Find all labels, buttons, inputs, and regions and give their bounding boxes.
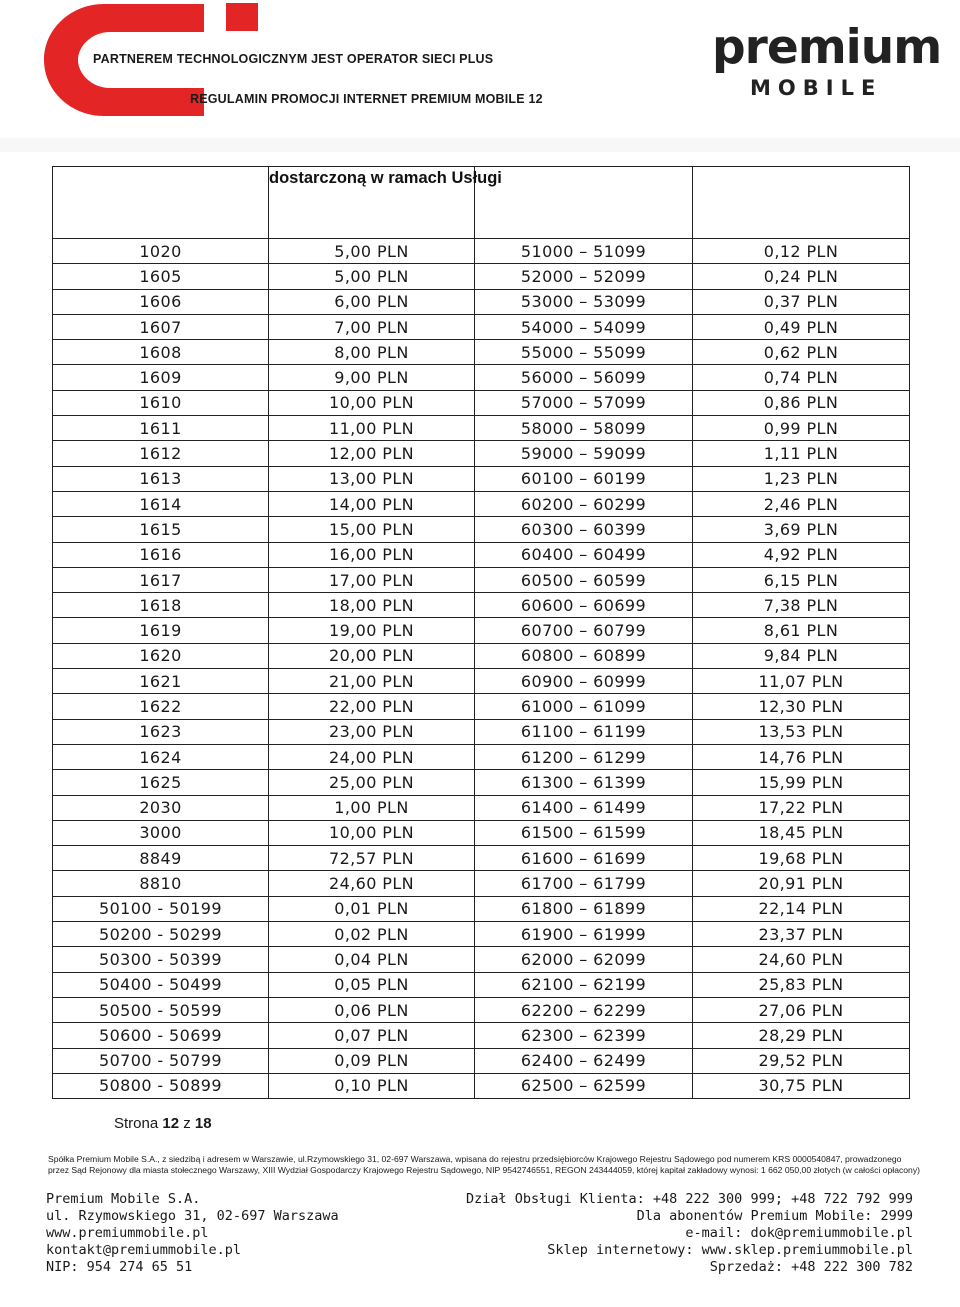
number-cell: 8810 [53, 871, 269, 896]
number-cell: 1618 [53, 593, 269, 618]
price-cell: 0,10 PLN [269, 1073, 475, 1098]
range-cell: 52000 – 52099 [475, 264, 693, 289]
number-cell: 8849 [53, 846, 269, 871]
number-cell: 1611 [53, 416, 269, 441]
price-cell: 20,00 PLN [269, 643, 475, 668]
header-cell-empty [475, 167, 693, 239]
range-cell: 60900 – 60999 [475, 669, 693, 694]
number-cell: 1020 [53, 239, 269, 264]
range-cell: 60700 – 60799 [475, 618, 693, 643]
sales-phone: Sprzedaż: +48 222 300 782 [709, 1259, 913, 1275]
range-cell: 61500 – 61599 [475, 820, 693, 845]
number-cell: 2030 [53, 795, 269, 820]
service-email: e-mail: dok@premiummobile.pl [685, 1225, 913, 1241]
range-cell: 61800 – 61899 [475, 896, 693, 921]
number-cell: 1609 [53, 365, 269, 390]
table-row [53, 491, 910, 516]
price-cell: 0,07 PLN [269, 1023, 475, 1048]
rate-cell: 1,11 PLN [693, 441, 910, 466]
customer-service-contact [466, 1191, 913, 1276]
price-cell: 0,04 PLN [269, 947, 475, 972]
number-cell: 1617 [53, 567, 269, 592]
rate-cell: 9,84 PLN [693, 643, 910, 668]
header-cell-empty [693, 167, 910, 239]
rate-cell: 0,86 PLN [693, 390, 910, 415]
range-cell: 61600 – 61699 [475, 846, 693, 871]
header-cell-text: dostarczoną w ramach Usługi [269, 169, 502, 187]
price-cell: 13,00 PLN [269, 466, 475, 491]
page-total: 18 [194, 1115, 212, 1132]
rate-cell: 24,60 PLN [693, 947, 910, 972]
range-cell: 60500 – 60599 [475, 567, 693, 592]
number-cell: 1623 [53, 719, 269, 744]
price-cell: 0,02 PLN [269, 922, 475, 947]
rate-cell: 2,46 PLN [693, 491, 910, 516]
rate-cell: 4,92 PLN [693, 542, 910, 567]
table-row [53, 1048, 910, 1073]
price-cell: 16,00 PLN [269, 542, 475, 567]
range-cell: 60300 – 60399 [475, 517, 693, 542]
number-cell: 1606 [53, 289, 269, 314]
range-cell: 61100 – 61199 [475, 719, 693, 744]
header-divider [0, 138, 960, 152]
rate-cell: 8,61 PLN [693, 618, 910, 643]
range-cell: 61000 – 61099 [475, 694, 693, 719]
logo-square [226, 3, 258, 31]
rate-cell: 0,24 PLN [693, 264, 910, 289]
number-cell: 1619 [53, 618, 269, 643]
rate-cell: 28,29 PLN [693, 1023, 910, 1048]
legal-line: Spółka Premium Mobile S.A., z siedzibą i adresem w Warszawie, ul.Rzymowskiego 31, 02-697 Warszawa, wpisana do rejestru przedsiębiorców Krajowego Rejestru Sądowego pod numerem KRS 0000540847, prowadzonego [48, 1154, 902, 1164]
table-row [53, 694, 910, 719]
rate-cell: 11,07 PLN [693, 669, 910, 694]
table-row [53, 365, 910, 390]
page-current: 12 [162, 1115, 180, 1132]
table-row [53, 314, 910, 339]
price-cell: 72,57 PLN [269, 846, 475, 871]
price-cell: 24,60 PLN [269, 871, 475, 896]
range-cell: 62400 – 62499 [475, 1048, 693, 1073]
legal-line: przez Sąd Rejonowy dla miasta stołecznego Warszawy, XIII Wydział Gospodarczy Krajowego Rejestru Sądowego, NIP 9542746551, REGON 243444059, której kapitał zakładowy wynosi: 1 662 050,00 złotych (w całości opłacony) [48, 1165, 921, 1175]
table-row [53, 922, 910, 947]
rate-cell: 7,38 PLN [693, 593, 910, 618]
rate-cell: 0,12 PLN [693, 239, 910, 264]
price-cell: 5,00 PLN [269, 239, 475, 264]
table-row [53, 871, 910, 896]
table-row [53, 744, 910, 769]
header-cell-empty [53, 167, 269, 239]
rate-cell: 0,74 PLN [693, 365, 910, 390]
company-email: kontakt@premiummobile.pl [46, 1242, 242, 1258]
range-cell: 60100 – 60199 [475, 466, 693, 491]
rate-cell: 0,62 PLN [693, 340, 910, 365]
online-shop: Sklep internetowy: www.sklep.premiummobile.pl [547, 1242, 913, 1258]
table-row [53, 795, 910, 820]
range-cell: 61200 – 61299 [475, 744, 693, 769]
price-cell: 5,00 PLN [269, 264, 475, 289]
rate-cell: 27,06 PLN [693, 997, 910, 1022]
range-cell: 60600 – 60699 [475, 593, 693, 618]
price-cell: 15,00 PLN [269, 517, 475, 542]
table-row [53, 289, 910, 314]
brand-word-mobile: MOBILE [750, 76, 883, 100]
range-cell: 51000 – 51099 [475, 239, 693, 264]
number-cell: 1608 [53, 340, 269, 365]
price-cell: 25,00 PLN [269, 770, 475, 795]
table-row [53, 441, 910, 466]
price-cell: 21,00 PLN [269, 669, 475, 694]
header-partner-text: PARTNEREM TECHNOLOGICZNYM JEST OPERATOR SIECI PLUS [93, 52, 494, 66]
number-cell: 50600 - 50699 [53, 1023, 269, 1048]
company-website: www.premiummobile.pl [46, 1225, 209, 1241]
table-header-row [53, 167, 910, 239]
rate-cell: 0,49 PLN [693, 314, 910, 339]
table-row [53, 997, 910, 1022]
company-nip: NIP: 954 274 65 51 [46, 1259, 193, 1275]
table-row [53, 466, 910, 491]
price-cell: 23,00 PLN [269, 719, 475, 744]
rate-cell: 6,15 PLN [693, 567, 910, 592]
table-row [53, 416, 910, 441]
rate-cell: 23,37 PLN [693, 922, 910, 947]
number-cell: 50200 - 50299 [53, 922, 269, 947]
number-cell: 1621 [53, 669, 269, 694]
rate-cell: 17,22 PLN [693, 795, 910, 820]
range-cell: 60800 – 60899 [475, 643, 693, 668]
number-cell: 3000 [53, 820, 269, 845]
service-phones: Dział Obsługi Klienta: +48 222 300 999; +48 722 792 999 [465, 1191, 913, 1207]
range-cell: 61900 – 61999 [475, 922, 693, 947]
range-cell: 62500 – 62599 [475, 1073, 693, 1098]
price-cell: 10,00 PLN [269, 390, 475, 415]
number-cell: 1610 [53, 390, 269, 415]
range-cell: 59000 – 59099 [475, 441, 693, 466]
rate-cell: 3,69 PLN [693, 517, 910, 542]
legal-notice [48, 1154, 921, 1176]
price-cell: 9,00 PLN [269, 365, 475, 390]
rate-cell: 19,68 PLN [693, 846, 910, 871]
range-cell: 61300 – 61399 [475, 770, 693, 795]
table-row [53, 770, 910, 795]
number-cell: 1616 [53, 542, 269, 567]
price-cell: 18,00 PLN [269, 593, 475, 618]
price-cell: 0,01 PLN [269, 896, 475, 921]
range-cell: 56000 – 56099 [475, 365, 693, 390]
premium-mobile-logo [712, 20, 942, 102]
page-of: z [183, 1115, 191, 1132]
table-row [53, 517, 910, 542]
number-cell: 1607 [53, 314, 269, 339]
company-address: ul. Rzymowskiego 31, 02-697 Warszawa [46, 1208, 339, 1224]
table-row [53, 719, 910, 744]
rate-cell: 18,45 PLN [693, 820, 910, 845]
rate-cell: 0,99 PLN [693, 416, 910, 441]
rate-cell: 1,23 PLN [693, 466, 910, 491]
range-cell: 53000 – 53099 [475, 289, 693, 314]
subscriber-number: Dla abonentów Premium Mobile: 2999 [636, 1208, 913, 1224]
number-cell: 50800 - 50899 [53, 1073, 269, 1098]
number-cell: 1625 [53, 770, 269, 795]
page-label: Strona [114, 1115, 159, 1132]
header-cell [269, 167, 502, 239]
price-cell: 14,00 PLN [269, 491, 475, 516]
rate-cell: 25,83 PLN [693, 972, 910, 997]
rate-cell: 30,75 PLN [693, 1073, 910, 1098]
range-cell: 55000 – 55099 [475, 340, 693, 365]
table-row [53, 618, 910, 643]
range-cell: 62100 – 62199 [475, 972, 693, 997]
rates-table [52, 166, 910, 1099]
table-row [53, 239, 910, 264]
price-cell: 8,00 PLN [269, 340, 475, 365]
price-cell: 7,00 PLN [269, 314, 475, 339]
table-row [53, 593, 910, 618]
table-row [53, 1023, 910, 1048]
range-cell: 57000 – 57099 [475, 390, 693, 415]
table-row [53, 846, 910, 871]
number-cell: 50300 - 50399 [53, 947, 269, 972]
table-row [53, 896, 910, 921]
range-cell: 58000 – 58099 [475, 416, 693, 441]
price-cell: 1,00 PLN [269, 795, 475, 820]
company-contact [46, 1191, 339, 1276]
price-cell: 19,00 PLN [269, 618, 475, 643]
range-cell: 62000 – 62099 [475, 947, 693, 972]
table-row [53, 542, 910, 567]
number-cell: 1615 [53, 517, 269, 542]
range-cell: 60200 – 60299 [475, 491, 693, 516]
number-cell: 1613 [53, 466, 269, 491]
rate-cell: 15,99 PLN [693, 770, 910, 795]
number-cell: 1624 [53, 744, 269, 769]
table-row [53, 820, 910, 845]
range-cell: 61700 – 61799 [475, 871, 693, 896]
number-cell: 1620 [53, 643, 269, 668]
price-cell: 0,09 PLN [269, 1048, 475, 1073]
number-cell: 50100 - 50199 [53, 896, 269, 921]
price-cell: 0,06 PLN [269, 997, 475, 1022]
price-cell: 22,00 PLN [269, 694, 475, 719]
rate-cell: 29,52 PLN [693, 1048, 910, 1073]
price-cell: 0,05 PLN [269, 972, 475, 997]
range-cell: 61400 – 61499 [475, 795, 693, 820]
table-row [53, 1073, 910, 1098]
number-cell: 1612 [53, 441, 269, 466]
price-cell: 6,00 PLN [269, 289, 475, 314]
table-row [53, 340, 910, 365]
price-cell: 11,00 PLN [269, 416, 475, 441]
price-cell: 12,00 PLN [269, 441, 475, 466]
table-row [53, 567, 910, 592]
table-row [53, 669, 910, 694]
rate-cell: 20,91 PLN [693, 871, 910, 896]
page-number [114, 1115, 212, 1132]
range-cell: 54000 – 54099 [475, 314, 693, 339]
range-cell: 62200 – 62299 [475, 997, 693, 1022]
price-cell: 24,00 PLN [269, 744, 475, 769]
number-cell: 1614 [53, 491, 269, 516]
range-cell: 60400 – 60499 [475, 542, 693, 567]
table-row [53, 390, 910, 415]
number-cell: 50700 - 50799 [53, 1048, 269, 1073]
price-cell: 17,00 PLN [269, 567, 475, 592]
range-cell: 62300 – 62399 [475, 1023, 693, 1048]
rate-cell: 22,14 PLN [693, 896, 910, 921]
number-cell: 50500 - 50599 [53, 997, 269, 1022]
rate-cell: 14,76 PLN [693, 744, 910, 769]
rate-cell: 13,53 PLN [693, 719, 910, 744]
table-row [53, 264, 910, 289]
header-regulation-title: REGULAMIN PROMOCJI INTERNET PREMIUM MOBILE 12 [190, 92, 543, 106]
table-row [53, 972, 910, 997]
rate-cell: 0,37 PLN [693, 289, 910, 314]
company-name: Premium Mobile S.A. [46, 1191, 201, 1207]
table-row [53, 643, 910, 668]
brand-word-premium: premium [712, 20, 942, 75]
price-cell: 10,00 PLN [269, 820, 475, 845]
rate-cell: 12,30 PLN [693, 694, 910, 719]
number-cell: 1605 [53, 264, 269, 289]
number-cell: 1622 [53, 694, 269, 719]
number-cell: 50400 - 50499 [53, 972, 269, 997]
table-row [53, 947, 910, 972]
